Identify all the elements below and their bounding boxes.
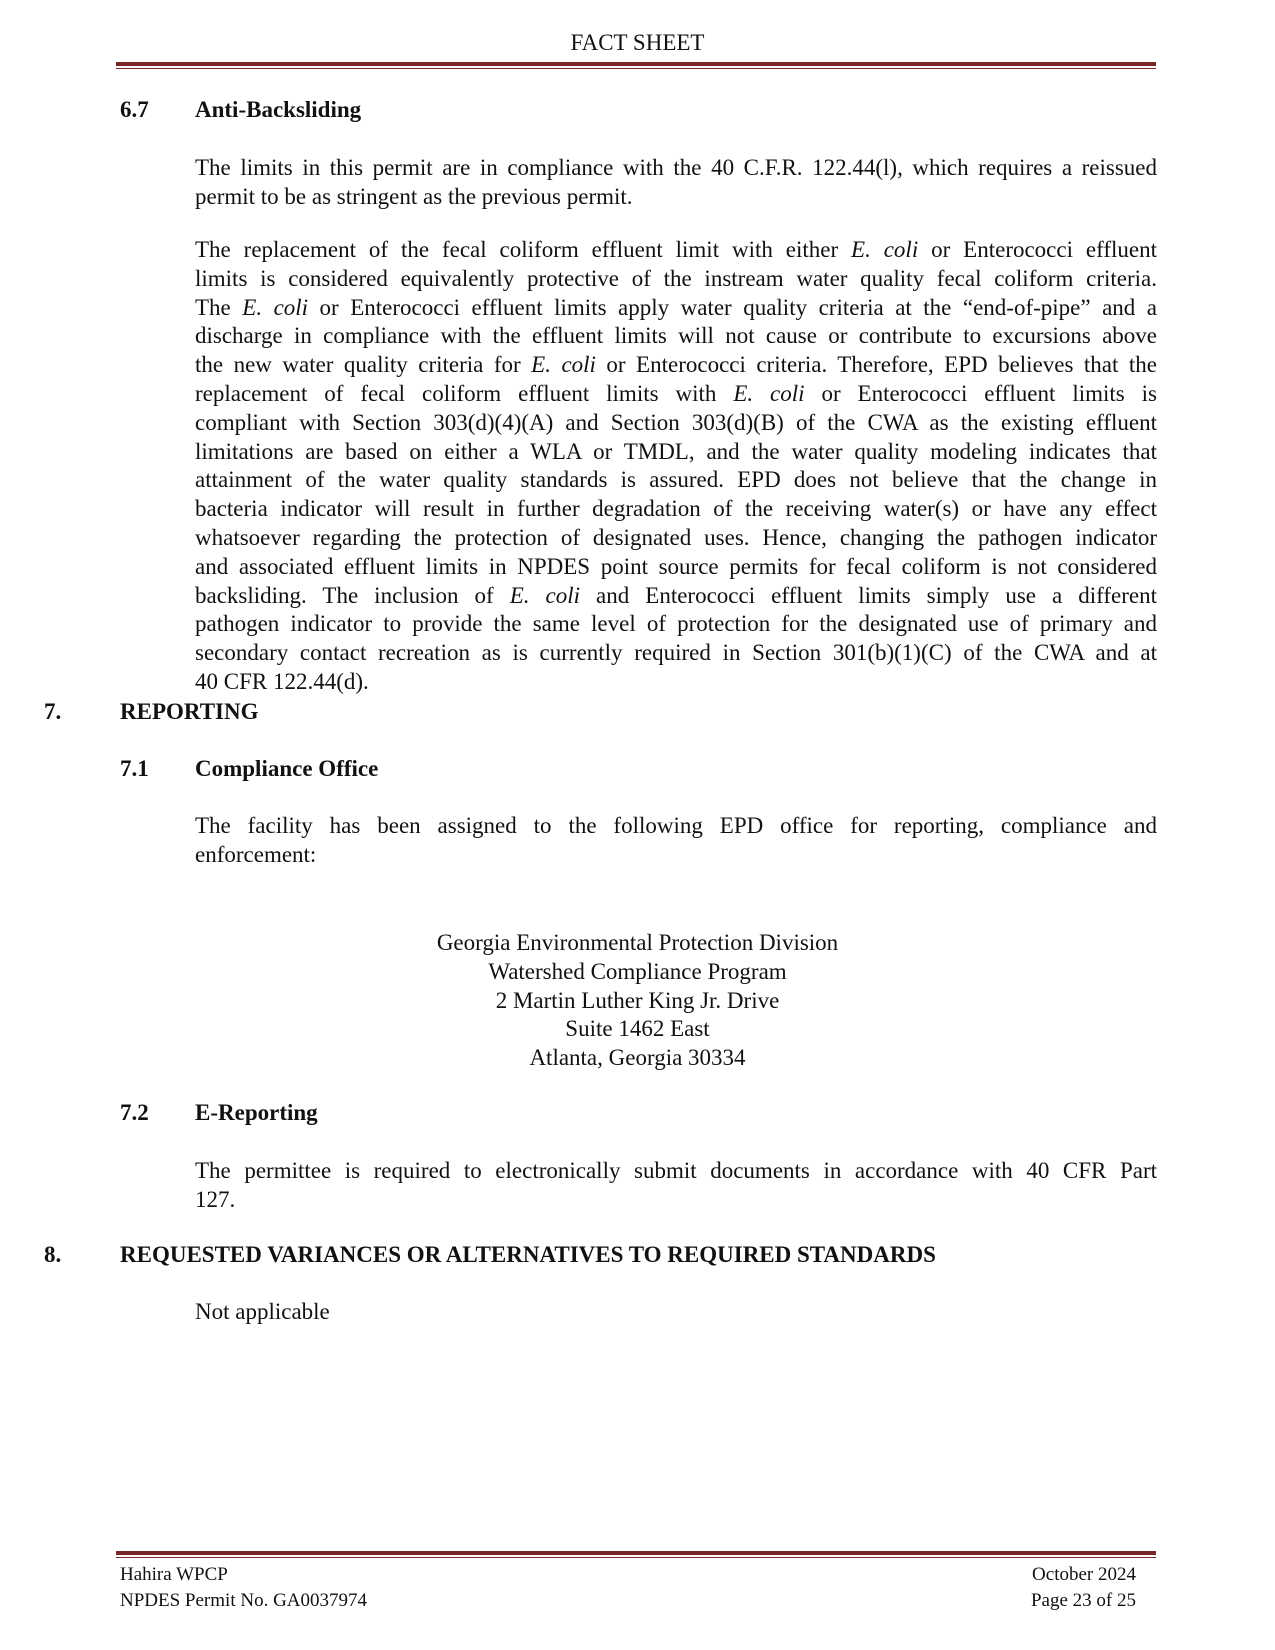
text-line xyxy=(195,524,1157,553)
address-line: 2 Martin Luther King Jr. Drive xyxy=(495,987,780,1013)
section-title: Anti-Backsliding xyxy=(195,97,362,122)
text-line: The facility has been assigned to the following EPD office for reporting, compliance and xyxy=(195,813,1157,838)
footer-rule xyxy=(116,1551,1156,1558)
text-line: The limits in this permit are in compliance with the 40 C.F.R. 122.44(l), which requires a reissued xyxy=(195,155,1157,180)
section-number: 7.1 xyxy=(120,756,149,781)
text-segment: The replacement of the fecal coliform effluent limit with either xyxy=(195,237,852,262)
text-line xyxy=(195,409,1157,438)
anti-backsliding-paragraph-2 xyxy=(195,236,1157,697)
text-line: 127. xyxy=(195,1186,236,1212)
anti-backsliding-paragraph-1 xyxy=(195,154,1157,212)
address-line: Atlanta, Georgia 30334 xyxy=(529,1045,746,1071)
section-title: REPORTING xyxy=(120,699,259,724)
footer-date: October 2024 xyxy=(1032,1564,1136,1585)
compliance-office-address xyxy=(0,929,1275,1073)
text-line xyxy=(195,668,1157,697)
section-number: 7.2 xyxy=(120,1100,149,1125)
text-segment: limits is considered equivalently protective of the instream water quality fecal coliform criteria. xyxy=(195,265,1157,291)
text-segment: the new water quality criteria for xyxy=(195,352,532,378)
text-segment: or Enterococci effluent limits is xyxy=(804,380,1158,406)
text-line xyxy=(195,495,1157,524)
italic-term: E. coli xyxy=(733,380,805,406)
text-line: Not applicable xyxy=(195,1299,330,1324)
text-line xyxy=(195,610,1157,639)
page-header-title: FACT SHEET xyxy=(570,30,705,55)
text-line: enforcement: xyxy=(195,841,317,867)
italic-term: E. coli xyxy=(531,352,596,378)
footer-facility: Hahira WPCP xyxy=(120,1564,228,1585)
text-segment: discharge in compliance with the effluent limits will not cause or contribute to excursions above xyxy=(195,323,1157,349)
italic-term: E. coli xyxy=(509,582,581,608)
text-segment: bacteria indicator will result in further degradation of the receiving water(s) or have any effect xyxy=(195,496,1157,522)
variances-paragraph xyxy=(195,1298,1157,1327)
footer-page-number: Page 23 of 25 xyxy=(1030,1590,1136,1611)
text-segment: or Enterococci effluent xyxy=(918,237,1157,262)
footer-permit-number: NPDES Permit No. GA0037974 xyxy=(120,1590,368,1611)
text-line: The permittee is required to electronically submit documents in accordance with 40 CFR Part xyxy=(195,1158,1157,1183)
text-segment: attainment of the water quality standards is assured. EPD does not believe that the change in xyxy=(195,467,1157,493)
text-segment: pathogen indicator to provide the same level of protection for the designated use of primary and xyxy=(195,611,1157,637)
italic-term: E. coli xyxy=(242,294,309,320)
text-segment: or Enterococci criteria. Therefore, EPD believes that the xyxy=(595,352,1157,378)
text-line xyxy=(195,294,1157,323)
text-segment: secondary contact recreation as is currently required in Section 301(b)(1)(C) of the CWA and at xyxy=(195,640,1157,666)
text-segment: whatsoever regarding the protection of designated uses. Hence, changing the pathogen indicator xyxy=(195,524,1157,550)
text-line xyxy=(195,380,1157,409)
header-rule xyxy=(116,62,1156,69)
text-segment: and Enterococci effluent limits simply use a different xyxy=(580,582,1157,608)
text-line xyxy=(195,322,1157,351)
text-line xyxy=(195,639,1157,668)
text-segment: backsliding. The inclusion of xyxy=(195,582,510,608)
compliance-office-paragraph xyxy=(195,812,1157,870)
section-number: 8. xyxy=(44,1242,62,1267)
section-title: REQUESTED VARIANCES OR ALTERNATIVES TO REQUIRED STANDARDS xyxy=(120,1242,936,1267)
text-segment: replacement of fecal coliform effluent limits with xyxy=(195,380,734,406)
e-reporting-paragraph xyxy=(195,1157,1157,1215)
address-line: Suite 1462 East xyxy=(565,1016,710,1042)
section-title: Compliance Office xyxy=(195,756,379,781)
text-line xyxy=(195,351,1157,380)
text-line xyxy=(195,466,1157,495)
text-segment: or Enterococci effluent limits apply water quality criteria at the “end-of-pipe” and a xyxy=(308,294,1158,320)
address-line: Watershed Compliance Program xyxy=(488,958,787,984)
text-segment: The xyxy=(195,294,243,320)
text-line xyxy=(195,582,1157,611)
text-line xyxy=(195,553,1157,582)
text-segment: 40 CFR 122.44(d). xyxy=(195,668,369,694)
address-line: Georgia Environmental Protection Division xyxy=(436,930,839,955)
text-line: permit to be as stringent as the previous permit. xyxy=(195,183,633,209)
section-title: E-Reporting xyxy=(195,1100,318,1125)
text-segment: limitations are based on either a WLA or TMDL, and the water quality modeling indicates that xyxy=(195,438,1157,464)
text-segment: compliant with Section 303(d)(4)(A) and Section 303(d)(B) of the CWA as the existing effluent xyxy=(195,409,1157,435)
text-line xyxy=(195,438,1157,467)
text-line xyxy=(195,236,1157,265)
text-segment: and associated effluent limits in NPDES point source permits for fecal coliform is not considered xyxy=(195,553,1157,579)
italic-term: E. coli xyxy=(851,237,919,262)
section-number: 7. xyxy=(44,699,62,724)
section-number: 6.7 xyxy=(120,97,149,122)
text-line xyxy=(195,265,1157,294)
